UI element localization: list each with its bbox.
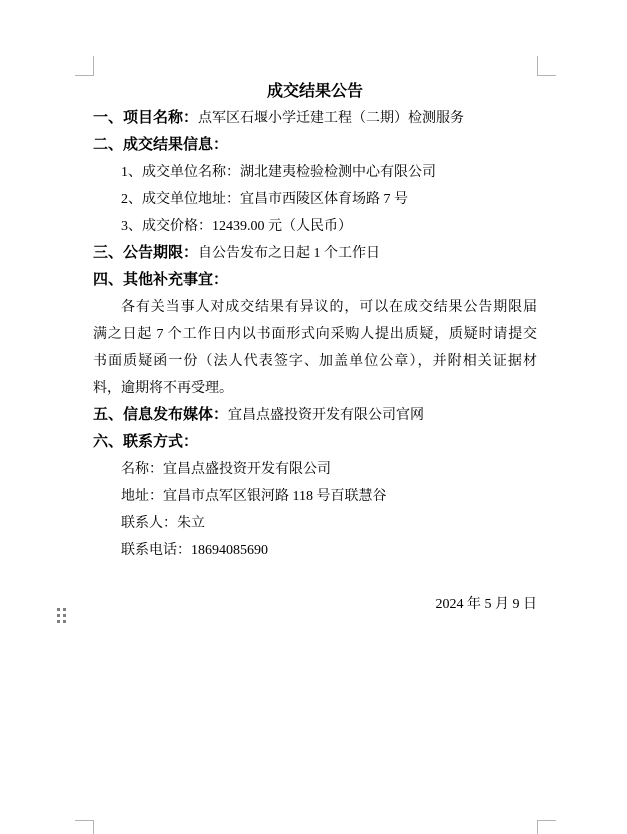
result-item-price: 3、成交价格：12439.00 元（人民币） [121, 219, 352, 234]
drag-handle-dot [63, 620, 66, 623]
contact-address: 地址：宜昌市点军区银河路 118 号百联慧谷 [121, 489, 387, 504]
document-body [93, 78, 537, 618]
drag-handle-dot [63, 614, 66, 617]
drag-handle-dot [57, 620, 60, 623]
contact-phone: 联系电话：18694085690 [121, 543, 268, 558]
other-matters-paragraph-line: 满之日起 7 个工作日内以书面形式向采购人提出质疑，质疑时请提交 [93, 327, 537, 342]
result-item-winner-address: 2、成交单位地址：宜昌市西陵区体育场路 7 号 [121, 192, 408, 207]
document-title: 成交结果公告 [266, 83, 363, 100]
section-announcement-period-label: 三、公告期限： [93, 245, 199, 261]
section-publish-media-label: 五、信息发布媒体： [93, 407, 229, 423]
other-matters-paragraph-line: 各有关当事人对成交结果有异议的，可以在成交结果公告期限届 [121, 300, 537, 315]
section-project-name [93, 105, 537, 132]
section-publish-media [93, 402, 537, 429]
document-date: 2024 年 5 月 9 日 [435, 597, 537, 612]
other-matters-paragraph-line: 书面质疑函一份（法人代表签字、加盖单位公章），并附相关证据材 [93, 354, 537, 369]
drag-handle-dot [57, 614, 60, 617]
section-result-info-heading: 二、成交结果信息： [93, 137, 229, 153]
drag-handle-dot [63, 608, 66, 611]
drag-handle-dots-icon[interactable] [57, 608, 66, 623]
section-contact-heading: 六、联系方式： [93, 434, 199, 450]
blank-line [93, 564, 537, 591]
section-project-name-text: 点军区石堰小学迁建工程（二期）检测服务 [198, 111, 465, 126]
other-matters-paragraph-line: 料，逾期将不再受理。 [93, 381, 233, 396]
section-announcement-period [93, 240, 537, 267]
section-announcement-period-text: 自公告发布之日起 1 个工作日 [198, 246, 381, 261]
section-project-name-label: 一、项目名称： [93, 110, 199, 126]
section-other-matters-heading: 四、其他补充事宜： [93, 272, 229, 288]
contact-person: 联系人：朱立 [121, 516, 205, 531]
result-item-winner-name: 1、成交单位名称：湖北建夷检验检测中心有限公司 [121, 165, 436, 180]
margin-corner-mark-top-right [537, 56, 556, 76]
margin-corner-mark-bottom-left [75, 820, 94, 834]
margin-corner-mark-top-left [75, 56, 94, 76]
margin-corner-mark-bottom-right [537, 820, 556, 834]
drag-handle-dot [57, 608, 60, 611]
section-publish-media-text: 宜昌点盛投资开发有限公司官网 [228, 408, 425, 423]
contact-name: 名称：宜昌点盛投资开发有限公司 [121, 462, 331, 477]
